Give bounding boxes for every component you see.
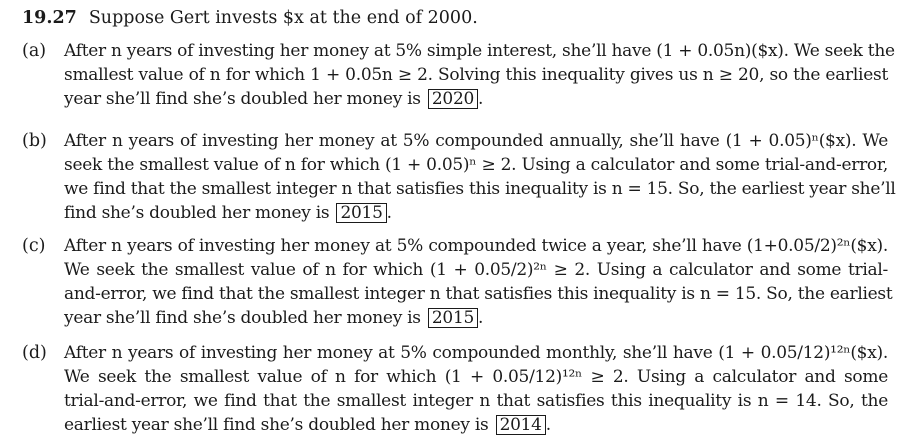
text-line: We seek the smallest value of n for which (1 + 0.05/2)²ⁿ ≥ 2. Using a calculator and some trial- (64, 260, 888, 280)
period: . (478, 308, 484, 328)
part-body (64, 129, 896, 225)
text-line: and-error, we find that the smallest integer n that satisfies this inequality is n = 15. So, the earliest (64, 284, 893, 304)
text-line: After n years of investing her money at 5% compounded annually, she’ll have (1 + 0.05)ⁿ($x). We (64, 131, 888, 151)
part-label: (b) (22, 131, 47, 151)
text-line: smallest value of n for which 1 + 0.05n ≥ 2. Solving this inequality gives us n ≥ 20, so the earliest (64, 65, 888, 85)
problem-number: 19.27 (22, 8, 77, 28)
text-line: After n years of investing her money at 5% simple interest, she’ll have (1 + 0.05n)($x). We seek the (64, 41, 895, 61)
part-label: (a) (22, 41, 47, 61)
text-line: After n years of investing her money at 5% compounded twice a year, she’ll have (1+0.05/2)²ⁿ($x). (64, 236, 888, 256)
answer-box: 2015 (336, 203, 386, 223)
part-body (64, 39, 895, 111)
answer-line (64, 306, 888, 330)
answer-line (64, 413, 888, 437)
text-line: find she’s doubled her money is (64, 203, 330, 223)
problem-header (22, 6, 478, 30)
part-body (64, 234, 893, 330)
text-line: year she’ll find she’s doubled her money is (64, 89, 421, 109)
period: . (386, 203, 392, 223)
period: . (545, 415, 551, 435)
part-body (64, 341, 888, 437)
problem-statement: Suppose Gert invests $x at the end of 2000. (88, 8, 478, 28)
text-line: seek the smallest value of n for which (1 + 0.05)ⁿ ≥ 2. Using a calculator and some trial-and-error, (64, 155, 888, 175)
answer-line (64, 201, 888, 225)
period: . (478, 89, 484, 109)
text-line: After n years of investing her money at 5% compounded monthly, she’ll have (1 + 0.05/12)¹²ⁿ($x). (64, 343, 888, 363)
answer-line (64, 87, 888, 111)
answer-box: 2020 (428, 89, 478, 109)
answer-box: 2014 (496, 415, 546, 435)
text-line: year she’ll find she’s doubled her money is (64, 308, 421, 328)
text-line: earliest year she’ll find she’s doubled her money is (64, 415, 489, 435)
part-label: (d) (22, 343, 47, 363)
part-label: (c) (22, 236, 46, 256)
text-line: We seek the smallest value of n for which (1 + 0.05/12)¹²ⁿ ≥ 2. Using a calculator and some (64, 367, 888, 387)
answer-box: 2015 (428, 308, 478, 328)
text-line: trial-and-error, we find that the smallest integer n that satisfies this inequality is n = 14. So, the (64, 391, 888, 411)
text-line: we find that the smallest integer n that satisfies this inequality is n = 15. So, the earliest year she’ll (64, 179, 896, 199)
